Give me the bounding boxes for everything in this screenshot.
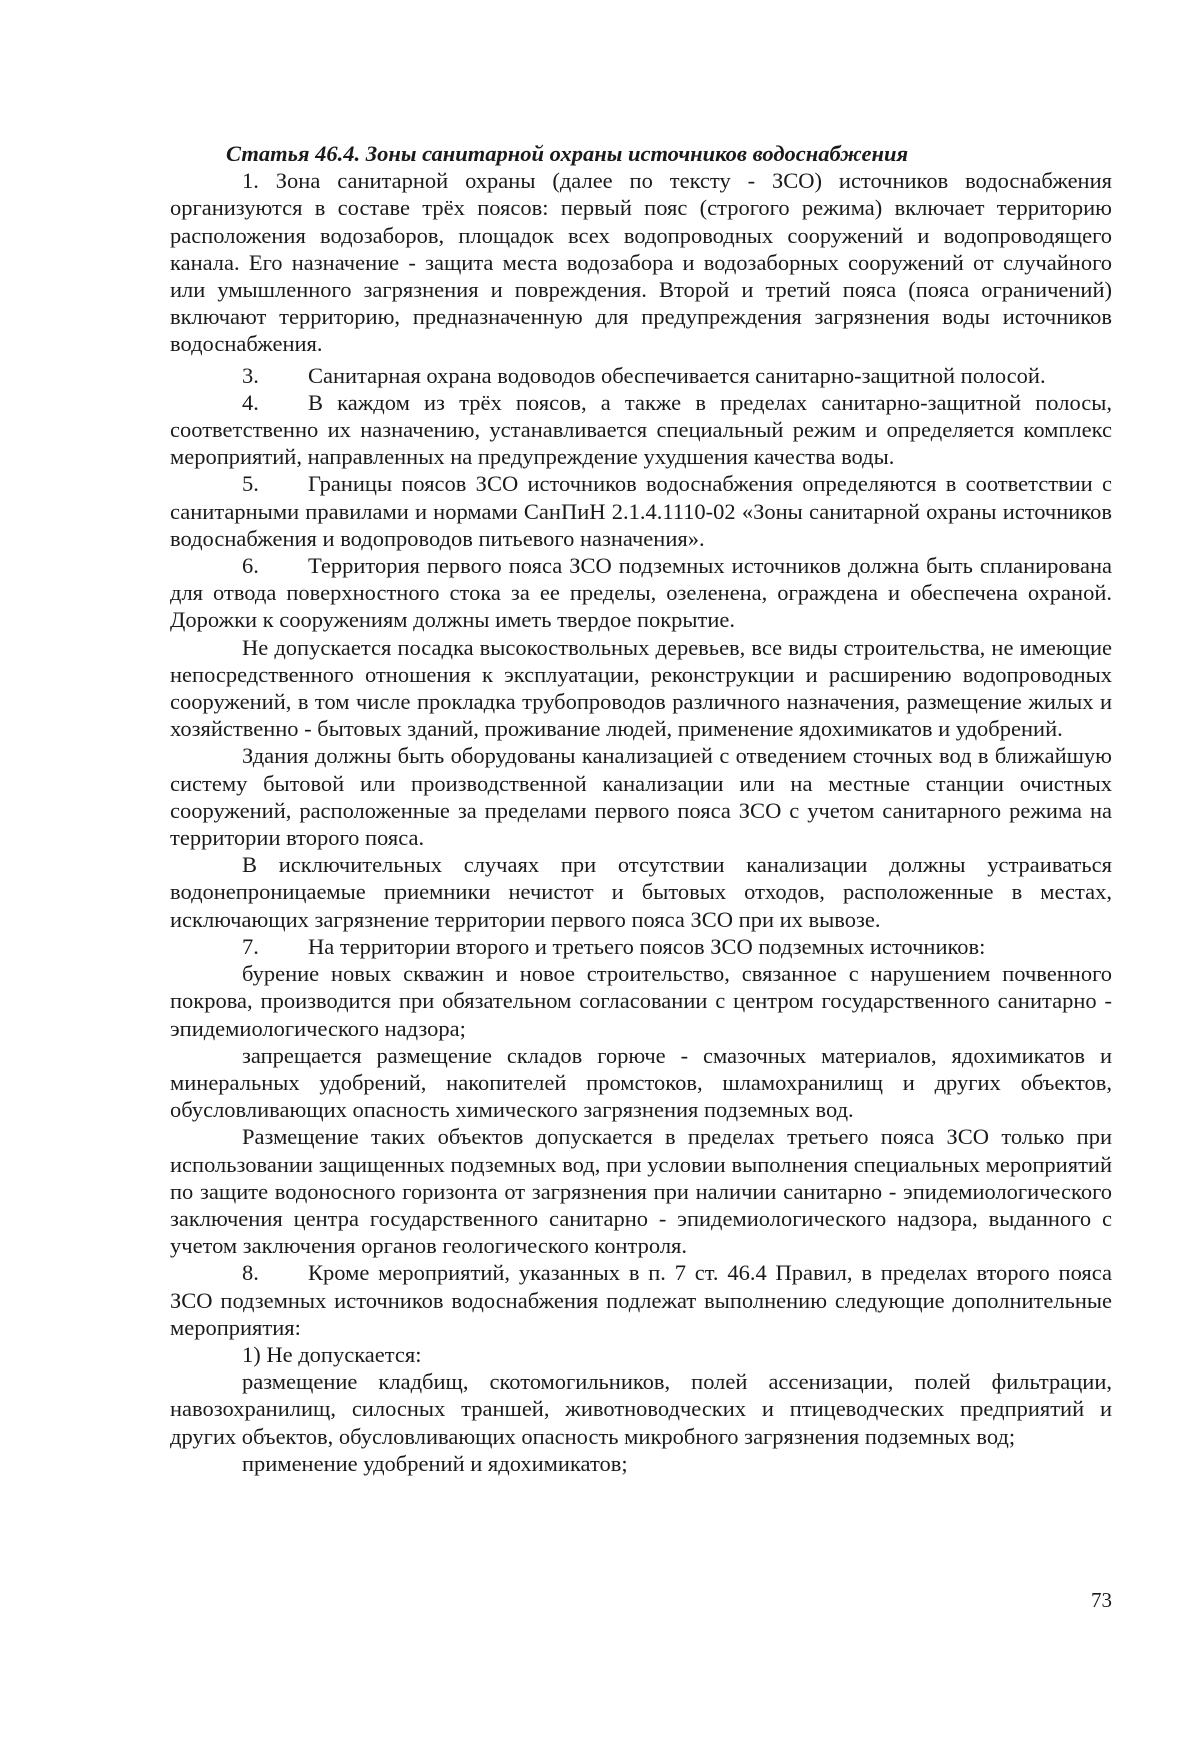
item-5-number: 5. <box>242 471 259 497</box>
paragraph-placement: Размещение таких объектов допускается в пределах третьего пояса ЗСО только при использовании защищенных подземных вод, при условии выполнения специальных мероприятий по защите водоносного горизонта от загрязнения при наличии санитарно - эпидемиологического заключения центра государственного санитарно - эпидемиологического надзора, выданного с учетом заключения органов геологического контроля. <box>170 1124 1112 1259</box>
paragraph-buildings: Здания должны быть оборудованы канализацией с отведением сточных вод в ближайшую систему бытовой или производственной канализации или на местные станции очистных сооружений, расположенные за пределами первого пояса ЗСО с учетом санитарного режима на территории второго пояса. <box>170 743 1112 851</box>
document-body <box>170 140 1112 1477</box>
paragraph-not-allowed: 1) Не допускается: <box>242 1341 422 1367</box>
paragraph-storage-ban: запрещается размещение складов горюче - смазочных материалов, ядохимикатов и минеральных удобрений, накопителей промстоков, шламохранилищ и других объектов, обусловливающих опасность химического загрязнения подземных вод. <box>170 1042 1112 1123</box>
item-6 <box>170 552 1112 634</box>
item-4-number: 4. <box>242 389 259 415</box>
item-8-number: 8. <box>242 1260 259 1286</box>
item-5-text: Границы поясов ЗСО источников водоснабжения определяются в соответствии с санитарными правилами и нормами СанПиН 2.1.4.1110-02 «Зоны санитарной охраны источников водоснабжения и водопроводов питьевого назначения». <box>170 471 1112 551</box>
paragraph-1: 1. Зона санитарной охраны (далее по тексту - ЗСО) источников водоснабжения организуются в составе трёх поясов: первый пояс (строгого режима) включает территорию расположения водозаборов, площадок всех водопроводных сооружений и водопроводящего канала. Его назначение - защита места водозабора и водозаборных сооружений от случайного или умышленного загрязнения и повреждения. Второй и третий пояса (пояса ограничений) включают территорию, предназначенную для предупреждения загрязнения воды источников водоснабжения. <box>170 168 1112 357</box>
paragraph-prohibitions: Не допускается посадка высокоствольных деревьев, все виды строительства, не имеющие непосредственного отношения к эксплуатации, реконструкции и расширению водопроводных сооружений, в том числе прокладка трубопроводов различного назначения, размещение жилых и хозяйственно - бытовых зданий, проживание людей, применение ядохимикатов и удобрений. <box>170 634 1112 742</box>
item-7 <box>170 933 1112 960</box>
item-3 <box>170 362 1112 389</box>
paragraph-fertilizers: применение удобрений и ядохимикатов; <box>242 1450 628 1476</box>
item-5 <box>170 470 1112 552</box>
paragraph-drilling: бурение новых скважин и новое строительство, связанное с нарушением почвенного покрова, производится при обязательном согласовании с центром государственного санитарно - эпидемиологического надзора; <box>170 961 1112 1041</box>
paragraph-cemeteries: размещение кладбищ, скотомогильников, полей ассенизации, полей фильтрации, навозохранилищ, силосных траншей, животноводческих и птицеводческих предприятий и других объектов, обусловливающих опасность микробного загрязнения подземных вод; <box>170 1369 1112 1449</box>
item-3-text: Санитарная охрана водоводов обеспечивается санитарно-защитной полосой. <box>308 362 1046 388</box>
article-title: Статья 46.4. Зоны санитарной охраны источников водоснабжения <box>226 141 909 166</box>
item-8-text: Кроме мероприятий, указанных в п. 7 ст. 46.4 Правил, в пределах второго пояса ЗСО подземных источников водоснабжения подлежат выполнению следующие дополнительные мероприятия: <box>170 1260 1112 1340</box>
paragraph-exceptional: В исключительных случаях при отсутствии канализации должны устраиваться водонепроницаемые приемники нечистот и бытовых отходов, расположенные в местах, исключающих загрязнение территории первого пояса ЗСО при их вывозе. <box>170 852 1112 932</box>
page-number: 73 <box>1091 1588 1112 1612</box>
item-4-text: В каждом из трёх поясов, а также в пределах санитарно-защитной полосы, соответственно их назначению, устанавливается специальный режим и определяется комплекс мероприятий, направленных на предупреждение ухудшения качества воды. <box>170 389 1112 470</box>
item-6-number: 6. <box>242 553 259 579</box>
item-4 <box>170 389 1112 471</box>
item-6-text: Территория первого пояса ЗСО подземных источников должна быть спланирована для отвода поверхностного стока за ее пределы, озеленена, ограждена и обеспечена охраной. Дорожки к сооружениям должны иметь твердое покрытие. <box>170 553 1112 633</box>
item-8 <box>170 1259 1112 1341</box>
item-3-number: 3. <box>242 362 259 388</box>
item-7-text: На территории второго и третьего поясов ЗСО подземных источников: <box>308 933 986 959</box>
item-7-number: 7. <box>242 933 259 959</box>
